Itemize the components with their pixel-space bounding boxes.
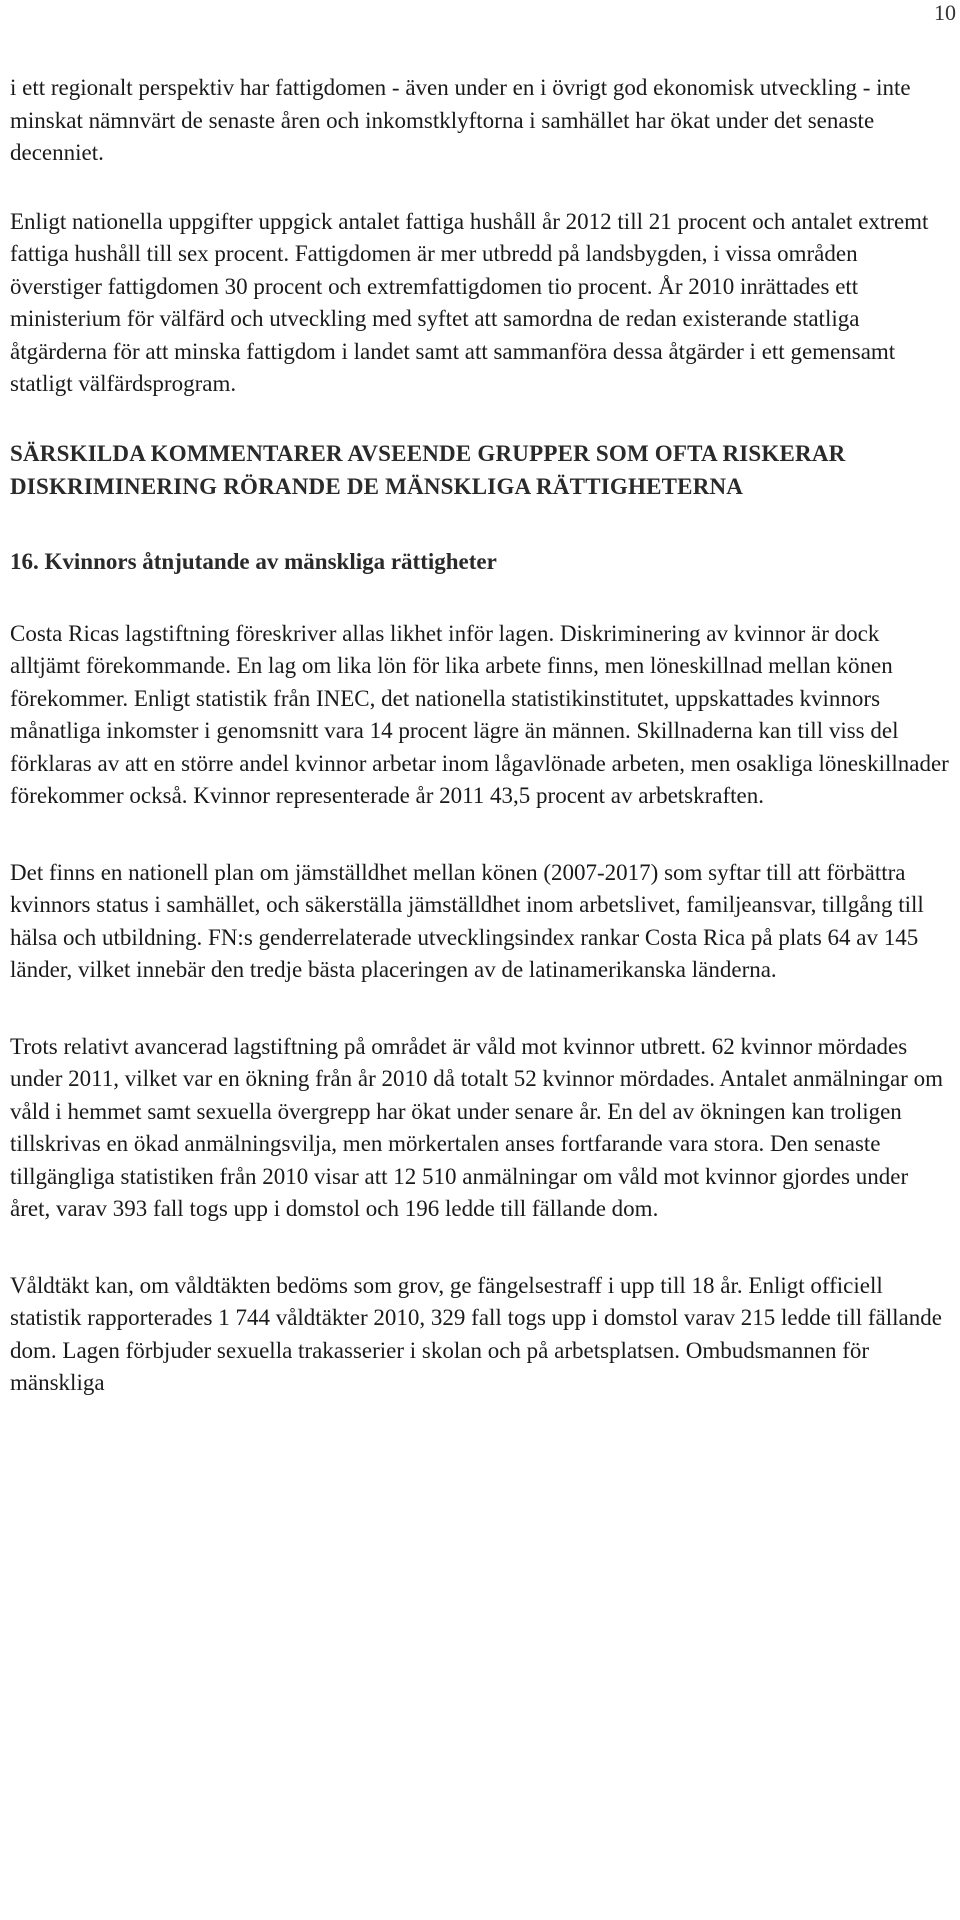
paragraph-rape-law: Våldtäkt kan, om våldtäkten bedöms som grov, ge fängelsestraff i upp till 18 år. Enligt officiell statistik rapporterades 1 744 våldtäkter 2010, 329 fall togs upp i domstol varav 215 ledde till fällande dom. Lagen förbjuder sexuella trakasserier i skolan och på arbetsplatsen. Ombudsmannen för mänskliga: [10, 1272, 942, 1395]
subsection-heading: 16. Kvinnors åtnjutande av mänskliga rättigheter: [10, 548, 497, 574]
paragraph-poverty: Enligt nationella uppgifter uppgick antalet fattiga hushåll år 2012 till 21 procent och antalet extremt fattiga hushåll till sex procent. Fattigdomen är mer utbredd på landsbygden, i vissa områden överstiger fattigdomen 30 procent och extremfattigdomen tio procent. År 2010 inrättades ett ministerium för välfärd och utveckling med syftet att samordna de redan existerande statliga åtgärderna för att minska fattigdom i landet samt att sammanföra dessa åtgärder i ett gemensamt statligt välfärdsprogram.: [10, 208, 929, 396]
paragraph-violence: Trots relativt avancerad lagstiftning på området är våld mot kvinnor utbrett. 62 kvinnor mördades under 2011, vilket var en ökning från år 2010 då totalt 52 kvinnor mördades. Antalet anmälningar om våld i hemmet samt sexuella övergrepp har ökat under senare år. En del av ökningen kan troligen tillskrivas en ökad anmälningsvilja, men mörkertalen anses fortfarande vara stora. Den senaste tillgängliga statistiken från 2010 visar att 12 510 anmälningar om våld mot kvinnor gjordes under året, varav 393 fall togs upp i domstol och 196 ledde till fällande dom.: [10, 1033, 943, 1221]
section-heading: SÄRSKILDA KOMMENTARER AVSEENDE GRUPPER SOM OFTA RISKERAR DISKRIMINERING RÖRANDE DE MÄNSKLIGA RÄTTIGHETERNA: [10, 440, 846, 499]
paragraph-intro: i ett regionalt perspektiv har fattigdomen - även under en i övrigt god ekonomisk utveckling - inte minskat nämnvärt de senaste åren och inkomstklyftorna i samhället har ökat under det senaste decenniet.: [10, 75, 911, 165]
paragraph-equality-law: Costa Ricas lagstiftning föreskriver allas likhet inför lagen. Diskriminering av kvinnor är dock alltjämt förekommande. En lag om lika lön för lika arbete finns, men löneskillnad mellan könen förekommer. Enligt statistik från INEC, det nationella statistikinstitutet, uppskattades kvinnors månatliga inkomster i genomsnitt vara 14 procent lägre än männen. Skillnaderna kan till viss del förklaras av att en större andel kvinnor arbetar inom lågavlönade arbeten, men osakliga löneskillnader förekommer också. Kvinnor representerade år 2011 43,5 procent av arbetskraften.: [10, 620, 949, 808]
page-number: 10: [934, 0, 956, 25]
document-body: [10, 72, 950, 1400]
paragraph-national-plan: Det finns en nationell plan om jämställdhet mellan könen (2007-2017) som syftar till att förbättra kvinnors status i samhället, och säkerställa jämställdhet inom arbetslivet, familjeansvar, tillgång till hälsa och utbildning. FN:s genderrelaterade utvecklingsindex rankar Costa Rica på plats 64 av 145 länder, vilket innebär den tredje bästa placeringen av de latinamerikanska länderna.: [10, 859, 924, 982]
